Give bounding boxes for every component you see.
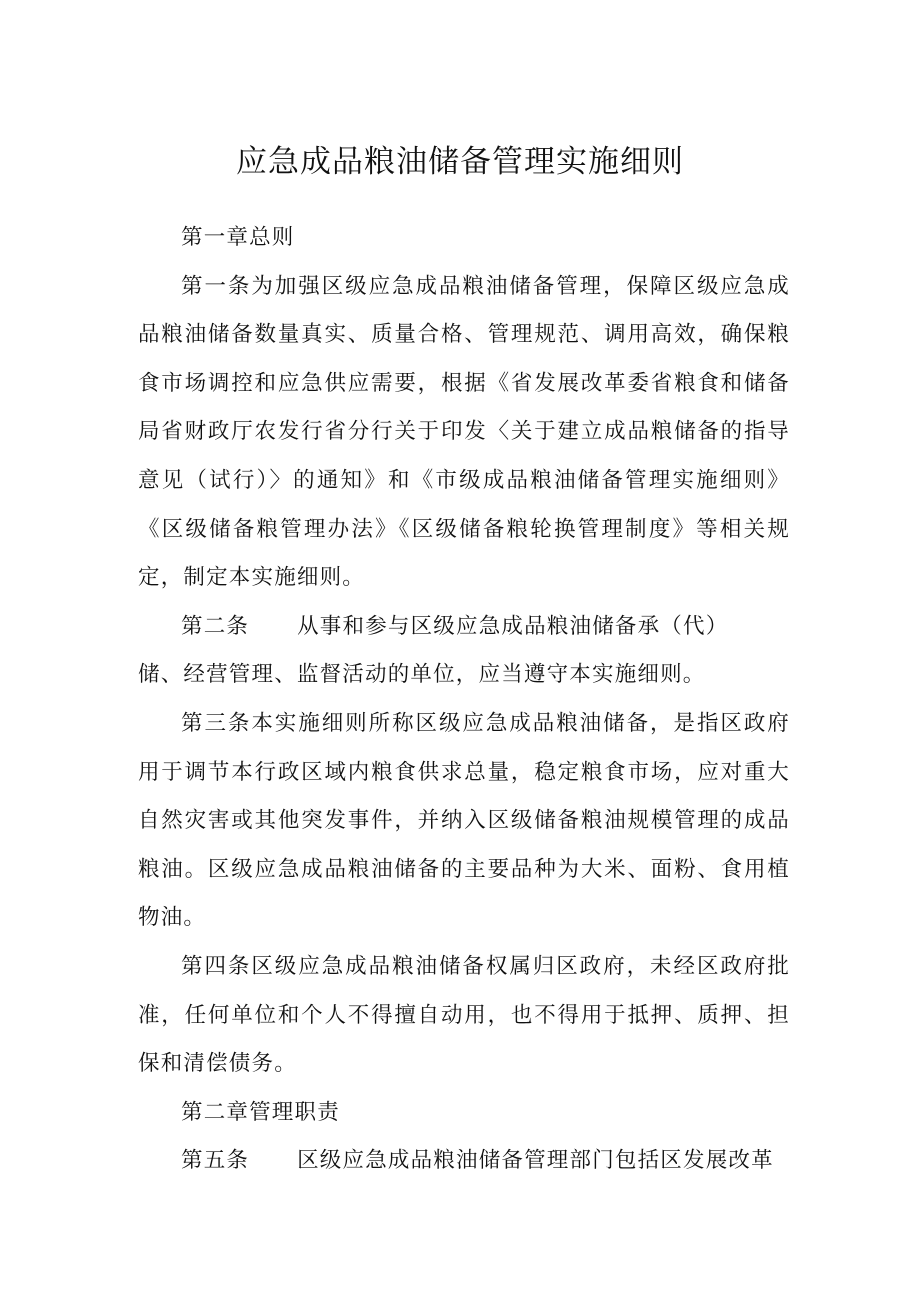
- article-5-label: 第五条: [181, 1148, 250, 1174]
- article-2-line1: 从事和参与区级应急成品粮油储备承（代）: [297, 613, 729, 639]
- article-1: 第一条为加强区级应急成品粮油储备管理，保障区级应急成品粮油储备数量真实、质量合格、管理规范、调用高效，确保粮食市场调控和应急供应需要，根据《省发展改革委省粮食和储备局省财政厅农发行省分行关于印发〈关于建立成品粮储备的指导意见（试行）〉的通知》和《市级成品粮油储备管理实施细则》《区级储备粮管理办法》《区级储备粮轮换管理制度》等相关规定，制定本实施细则。: [138, 273, 790, 591]
- article-2-label: 第二条: [181, 613, 250, 639]
- article-2-continuation: 储、经营管理、监督活动的单位，应当遵守本实施细则。: [138, 662, 706, 688]
- chapter-heading-1: 第一章总则: [181, 225, 295, 250]
- article-5: [138, 1137, 790, 1186]
- article-5-text: 区级应急成品粮油储备管理部门包括区发展改革: [297, 1148, 774, 1174]
- document-body: [138, 214, 790, 1186]
- article-4: 第四条区级应急成品粮油储备权属归区政府，未经区政府批准，任何单位和个人不得擅自动用，也不得用于抵押、质押、担保和清偿债务。: [138, 953, 790, 1077]
- chapter-heading-2: 第二章管理职责: [181, 1099, 340, 1125]
- document-title: 应急成品粮油储备管理实施细则: [236, 144, 684, 180]
- article-2: [138, 603, 790, 652]
- article-3: 第三条本实施细则所称区级应急成品粮油储备，是指区政府用于调节本行政区域内粮食供求总量，稳定粮食市场，应对重大自然灾害或其他突发事件，并纳入区级储备粮油规模管理的成品粮油。区级应急成品粮油储备的主要品种为大米、面粉、食用植物油。: [138, 710, 790, 931]
